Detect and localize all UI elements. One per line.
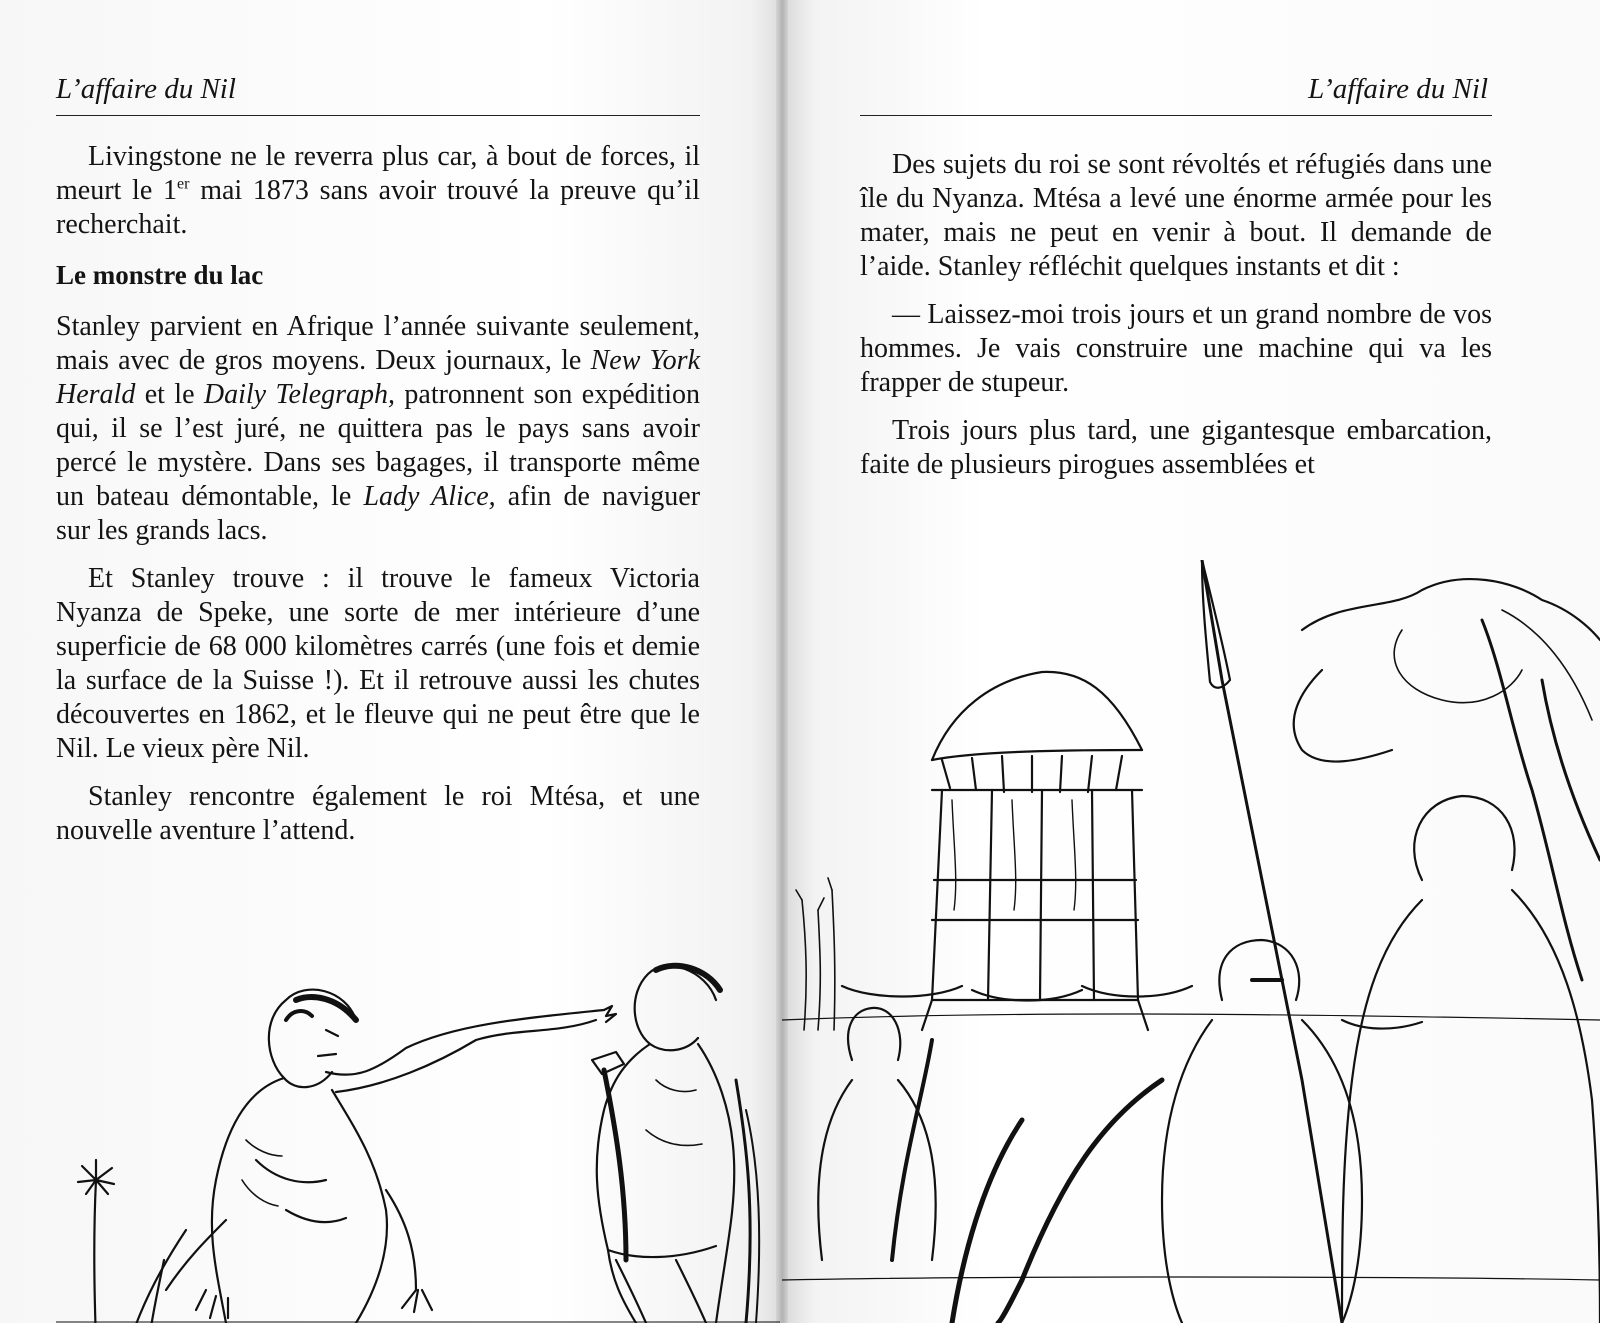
paragraph-revolt: Des sujets du roi se sont révoltés et réfugiés dans une île du Nyanza. Mtésa a levé une énorme armée pour les mater, mais ne peut en venir à bout. Il demande de l’aide. Stanley réfléchit quelques instants et dit : (860, 149, 1492, 282)
paragraph-embarkation: Trois jours plus tard, une gigantesque embarcation, faite de plusieurs pirogues assemblées et (860, 415, 1492, 480)
paragraph-victoria-nyanza: Et Stanley trouve : il trouve le fameux Victoria Nyanza de Speke, une sorte de mer intérieure d’une superficie de 68 000 kilomètres carrés (une fois et demie la surface de la Suisse !). Et il retrouve aussi les chutes découvertes en 1862, et le fleuve qui ne peut être que le Nil. Le vieux père Nil. (56, 563, 700, 764)
paragraph-expedition: Stanley parvient en Afrique l’année suivante seulement, mais avec de gros moyens. Deux journaux, le New York Herald et le Daily Telegraph, patronnent son expédition qui, il se l’est juré, ne quittera pas le pays sans avoir percé le mystère. Dans ses bagages, il transporte même un bateau démontable, le Lady Alice, afin de naviguer sur les grands lacs. (56, 311, 701, 546)
boat-icon (782, 986, 1600, 1020)
header-rule-left (56, 115, 700, 116)
book-gutter (776, 0, 788, 1323)
standing-warrior-figure (592, 966, 759, 1323)
right-page (782, 0, 1600, 1323)
ordinal-suffix: er (177, 175, 190, 193)
paragraph-dialogue: — Laissez-moi trois jours et un grand nombre de vos hommes. Je vais construire une machine qui va les frapper de stupeur. (860, 299, 1492, 398)
hut-tower-icon (922, 672, 1148, 1030)
illustration-warriors-left (56, 960, 780, 1323)
paragraph-livingstone: Livingstone ne le reverra plus car, à bout de forces, il meurt le 1er mai 1873 sans avoir trouvé la preuve qu’il recherchait. (56, 141, 700, 240)
left-page-text (56, 140, 700, 862)
warrior-group-figure (818, 796, 1600, 1323)
paragraph-mtesa: Stanley rencontre également le roi Mtésa, et une nouvelle aventure l’attend. (56, 781, 700, 846)
tree-icon (1294, 579, 1600, 980)
section-heading: Le monstre du lac (56, 260, 264, 290)
illustration-lake-scene-right (782, 560, 1600, 1323)
left-page (0, 0, 782, 1323)
crouching-warrior-figure (166, 990, 616, 1323)
flower-plant-icon (78, 1160, 186, 1323)
reeds-icon (796, 878, 835, 1030)
header-rule-right (860, 115, 1492, 116)
running-head-right: L’affaire du Nil (1308, 73, 1488, 105)
running-head-left: L’affaire du Nil (56, 73, 236, 105)
right-page-text (860, 148, 1492, 496)
